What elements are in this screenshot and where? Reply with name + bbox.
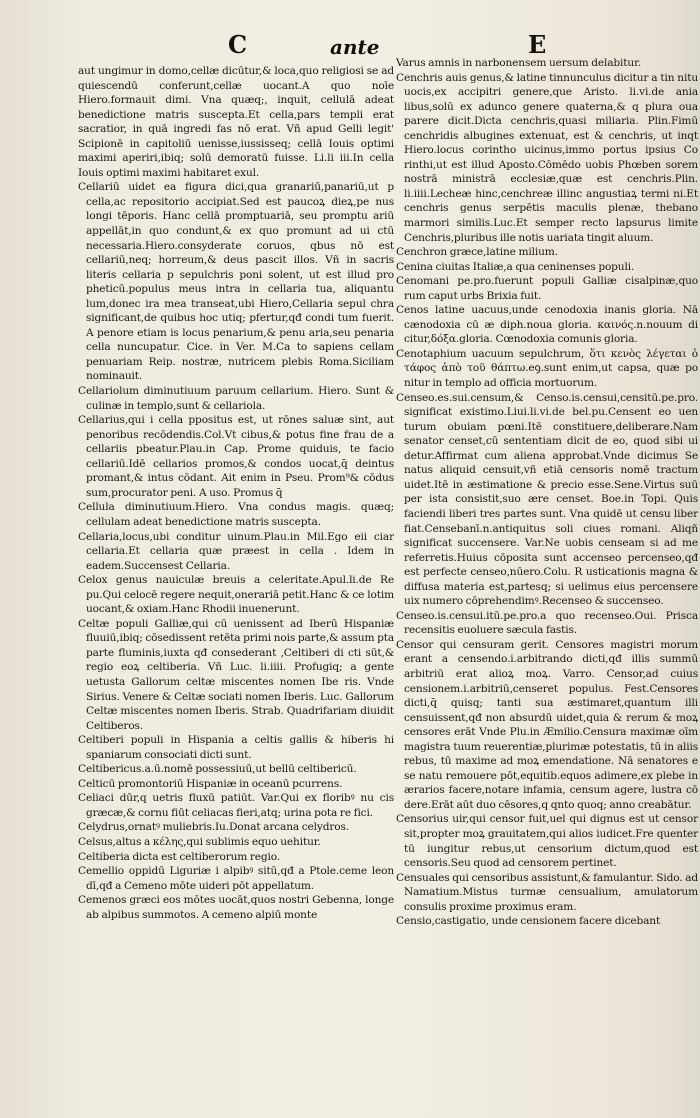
dictionary-entry: Censio,castigatio, unde censionem facere dicebant bbox=[396, 915, 661, 928]
dictionary-entry: Celsus,altus a κέλης,qui sublimis equo uehitur. bbox=[78, 835, 321, 848]
dictionary-entry: Celtiberi populi in Hispania a celtis gallis & hiberis hi spaniarum consociati dicti sunt. bbox=[78, 734, 394, 761]
dictionary-entry: Cellariolum diminutiuum paruum cellarium. Hiero. Sunt & culinæ in templo,sunt & cellariola. bbox=[78, 385, 394, 412]
dictionary-entry: Censeo.is.censui.itū.pe.pro.a quo recenseo.Oui. Prisca recensitis euoluere sæcula fastis. bbox=[396, 609, 698, 637]
dictionary-entry: Cellarius,qui i cella ppositus est, ut rōnes saluæ sint, aut penoribus recōdendis.Col.Vt cibus,& potus fine frau de a cellariis pbeatur.Plau.in Cap. Prome quiduis, te facio cellariū.Idē cellarios promos,& condos uocat,q̄ deintus promant,& intus cōdant. Ait enim in Pseu. Prom⁹& cōdus sum,procurator peni. A uso. Promus q̄ bbox=[78, 414, 394, 499]
header-right-letter: E bbox=[528, 30, 547, 59]
dictionary-entry: Celtibericus.a.ū.nomē possessiuū,ut bellū celtibericū. bbox=[78, 763, 357, 776]
dictionary-entry: Censeo.es.sui.censum,& Censo.is.censui,censitū.pe.pro. significat existimo.Liui.li.vi.de bel.pu.Censent eo uen turum obuiam pœni.Itē constituere,deliberare.Nam senator censet,cū sententiam dicit de eo, quod sibi ui detur.Affirmat cum aliena approbat.Vnde dicimus Se natus aliquid censuit,vñ etiā censoris nomē tractum uidet.Itē in æstimatione & precio esse.Sene.Virtus suū per ista consistit,suo ære censet. Boe.in Topi. Quis faciendi liberi tres partes sunt. Vna quidē ut censu liber fiat.Censebanī.n.antiquitus soli ciues romani. Aliqñ significat succensere. Var.Ne uobis censeam si ad me referretis.Huius cōposita sunt accenseo percenseo,qđ est perfecte censeo,nūero.Colu. R usticationis magna & diffusa materia est,partesq; si uelimus eius percensere uix numero cōprehendimꝰ.Recenseo & succenseo. bbox=[396, 391, 698, 608]
left-text-column bbox=[78, 64, 394, 922]
dictionary-entry: Cellariū uidet ea figura dici,qua granariū,panariū,ut p cella,ac repositorio accipiat.Sed est paucoꝝ dieꝝ,pe nus longi tēporis. Hanc cellā promptuariā, seu promptu ariū appellāt,in quo condunt,& ex quo promunt ad ui ctū necessaria.Hiero.consyderate coruos, qbus nō est cellariū,neq; horreum,& deus pascit illos. Vñ in sacris literis cellaria p sepulchris poni solent, ut est illud pro pheticū.populus meus intra in cellaria tua, aliquantu lum,donec ira mea transeat,ubi Hiero,Cellaria sepul chra significant,de quibus hoc utiq; pfertur,qđ condi tum fuerit. A penore etiam is locus penarium,& penu aria,seu penaria cella nuncupatur. Cice. in Ver. M.Ca to sapiens cellam penuariam Reip. nostræ, nutricem plebis Roma.Siciliam nominauit. bbox=[78, 181, 394, 383]
dictionary-entry: Cellaria,locus,ubi conditur uinum.Plau.in Mil.Ego eii ciar cellaria.Et cellaria quæ præest in cella . Idem in eadem.Succensest Cellaria. bbox=[78, 530, 394, 572]
dictionary-entry: Celox genus nauiculæ breuis a celeritate.Apul.li.de Re pu.Qui celocē regere nequit,onerariā petit.Hanc & ce lotim uocant,& oxiam.Hanc Rhodii inuenerunt. bbox=[78, 574, 394, 616]
dictionary-entry: Celiaci dūr,q uetris fluxū patiūt. Var.Qui ex floribꝰ nu cis græcæ,& cornu fiūt celiacas fieri,atq; urina pota re fici. bbox=[78, 792, 394, 819]
right-text-column bbox=[396, 56, 698, 929]
dictionary-entry: Celticū promontoriū Hispaniæ in oceanū pcurrens. bbox=[78, 777, 343, 790]
dictionary-entry: Cellula diminutiuum.Hiero. Vna condus magis. quæq; cellulam adeat benedictione matris suscepta. bbox=[78, 501, 394, 528]
dictionary-entry: Cemenos græci eos mōtes uocāt,quos nostri Gebenna, longe ab alpibus summotos. A cemeno alpiū monte bbox=[78, 894, 394, 921]
dictionary-entry: Cemellio oppidū Liguriæ i alpibꝰ sitū,qđ a Ptole.ceme leon dī,qđ a Cemeno mōte uideri pōt appellatum. bbox=[78, 865, 394, 892]
dictionary-entry: Cenomani pe.pro.fuerunt populi Galliæ cisalpinæ,quo rum caput urbs Brixia fuit. bbox=[396, 275, 698, 302]
header-left-letter: C bbox=[228, 30, 248, 59]
dictionary-entry: Censuales qui censoribus assistunt,& famulantur. Sido. ad Namatium.Mistus turmæ censualium, amulatorum consulis proxime proximus eram. bbox=[396, 871, 698, 913]
dictionary-entry: Celtæ populi Galliæ,qui cū uenissent ad Iberū Hispaniæ fluuiū,ibiq; cōsedissent retēta primi nois parte,& assum pta parte fluminis,iuxta qđ consederant ,Celtiberi di cti sūt,& regio eoꝝ celtiberia. Vñ Luc. li.iiii. Profugiq; a gente uetusta Gallorum celtæ miscentes nomen Ibe ris. Vnde Sirius. Venere & Celtæ sociati nomen Iberis. Luc. Gallorum Celtæ miscentes nomen Iberis. Strab. Quadrifariam diuidit Celtiberos. bbox=[78, 617, 394, 732]
dictionary-entry: Cenotaphium uacuum sepulchrum, ὅτι κενὸς λέγεται ὁ τάφος ἀπὸ τοῦ θάπτω.eꝯ.sunt enim,ut capsa, quæ po nitur in templo ad officia mortuorum. bbox=[396, 347, 698, 390]
header-center-word: ante bbox=[330, 35, 380, 59]
dictionary-entry: Celtiberia dicta est celtiberorum regio. bbox=[78, 850, 281, 863]
dictionary-entry: Cenchris auis genus,& latine tinnunculus dicitur a tin nitu uocis,ex accipitri genere,que Aristo. li.vi.de ania libus,solū ex adunco genere quaterna,& q plura oua parere dicit.Dicta cenchris,quasi miliaria. Plin.Fimū cenchridis albugines extenuat, est & cenchris, ut inqt Hiero.locus corintho uicinus,immo portus ipsius Co rinthi,ut est illud Aposto.Cōmēdo uobis Phœben sorem nostrā ministrā ecclesiæ,quæ est cenchris.Plin. li.iiii.Lecheæ hinc,cenchreæ illinc angustiaꝝ termi ni.Et cenchris genus serpētis maculis plenæ, thebano marmori similis.Luc.Et semper recto lapsurus limite Cenchris,pluribus ille notis uariata tingit aluum. bbox=[396, 71, 698, 244]
dictionary-entry: Cenchron græce,latine milium. bbox=[396, 246, 558, 259]
dictionary-entry: Censorius uir,qui censor fuit,uel qui dignus est ut censor sit,propter moꝝ grauitatem,qui alios iudicet.Fre quenter tū iungitur rebus,ut censorium dictum,quod est censoris.Seu quod ad censorem pertinet. bbox=[396, 813, 698, 870]
dictionary-entry: Censor qui censuram gerit. Censores magistri morum erant a censendo.i.arbitrando dicti,qđ illis summū arbitriū erat alioꝝ moꝝ. Varro. Censor,ad cuius censionem.i.arbitriū,censeret populus. Fest.Censores dicti,q̄ quisq; tanti sua æstimaret,quantum illi censuissent,qđ non absurdū uidet,quia & rerum & moꝝ censores erāt Vnde Plu.in Æmilio.Censura maximæ oīm magistra tuum reuerentiæ,plurimæ potestatis, tū in aliis rebus, tū maxime ad moꝝ emendatione. Nā senatores e se natu remouere pōt,equitib.equos adimere,ex plebe in ærarios facere,notare infamia, censum agere, lustra cō dere.Erāt aūt duo cēsores,q qnto quoq; anno creabātur. bbox=[396, 638, 698, 811]
dictionary-entry: Cenina ciuitas Italiæ,a qua ceninenses populi. bbox=[396, 260, 635, 273]
dictionary-entry: Celydrus,ornatꝰ muliebris.Iu.Donat arcana celydros. bbox=[78, 821, 350, 834]
dictionary-entry: Cenos latine uacuus,unde cenodoxia inanis gloria. Nā cænodoxia cū æ diph.noua gloria. καινός.n.nouum di citur,δόξα.gloria. Cœnodoxia comunis gloria. bbox=[396, 304, 698, 346]
dictionary-entry: aut ungimur in domo,cellæ dicūtur,& loca,quo religiosi se ad quiescendū conferunt,cellæ uocant.A quo noīe Hiero.formauit dimi. Vna quæq;, inquit, cellulā adeat benedictione matris suscepta.Et cella,pars templi erat sacratior, in quā ingredi fas nō erat. Vñ apud Gelli legit' Scipionē in capitoliū uenisse,iussisseq; cellā Iouis optimi maximi aperiri,ibiq; solū demoratū fuisse. Li.li iii.In cella Iouis optimi maximi habitaret exul. bbox=[78, 65, 394, 179]
dictionary-entry: Varus amnis in narbonensem uersum delabitur. bbox=[396, 57, 642, 69]
